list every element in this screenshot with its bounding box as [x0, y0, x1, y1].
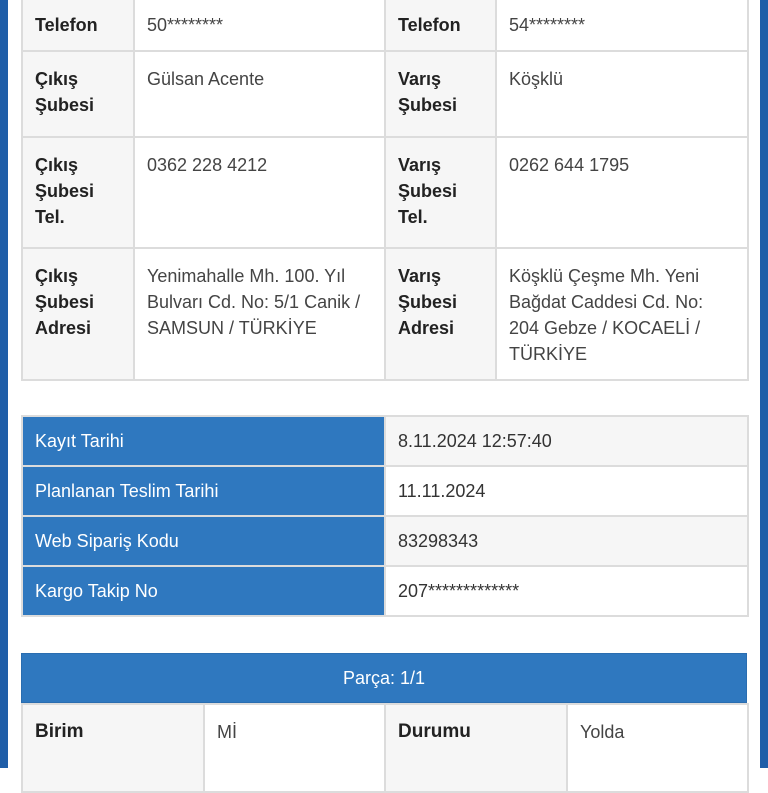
- table-row: [22, 466, 748, 516]
- destination-branch-address-label: Varış Şubesi Adresi: [385, 248, 496, 380]
- parts-header: Parça: 1/1: [21, 653, 747, 703]
- sender-phone-value: 50********: [134, 0, 385, 51]
- planned-delivery-date-value: 11.11.2024: [385, 466, 748, 516]
- shipment-summary-table: [21, 415, 749, 617]
- parts-status-table: [384, 703, 749, 793]
- receiver-phone-label: Telefon: [385, 0, 496, 51]
- unit-label: Birim: [22, 704, 204, 792]
- table-row: [22, 516, 748, 566]
- origin-branch-phone-value: 0362 228 4212: [134, 137, 385, 248]
- table-row: [385, 704, 748, 792]
- registration-date-label: Kayıt Tarihi: [22, 416, 385, 466]
- table-row: [22, 566, 748, 616]
- origin-branch-value: Gülsan Acente: [134, 51, 385, 137]
- frame-left-border: [0, 0, 8, 768]
- destination-branch-address-value: Köşklü Çeşme Mh. Yeni Bağdat Caddesi Cd. No: 204 Gebze / KOCAELİ / TÜRKİYE: [496, 248, 748, 380]
- origin-branch-phone-label: Çıkış Şubesi Tel.: [22, 137, 134, 248]
- destination-branch-phone-value: 0262 644 1795: [496, 137, 748, 248]
- unit-value: Mİ: [204, 704, 385, 792]
- sender-phone-label: Telefon: [22, 0, 134, 51]
- origin-branch-label: Çıkış Şubesi: [22, 51, 134, 137]
- table-row: [22, 51, 748, 137]
- destination-branch-value: Köşklü: [496, 51, 748, 137]
- tracking-number-label: Kargo Takip No: [22, 566, 385, 616]
- receiver-phone-value: 54********: [496, 0, 748, 51]
- origin-branch-address-value: Yenimahalle Mh. 100. Yıl Bulvarı Cd. No: 5/1 Canik / SAMSUN / TÜRKİYE: [134, 248, 385, 380]
- destination-branch-phone-label: Varış Şubesi Tel.: [385, 137, 496, 248]
- registration-date-value: 8.11.2024 12:57:40: [385, 416, 748, 466]
- table-row: [22, 137, 748, 248]
- web-order-code-value: 83298343: [385, 516, 748, 566]
- status-label: Durumu: [385, 704, 567, 792]
- origin-branch-address-label: Çıkış Şubesi Adresi: [22, 248, 134, 380]
- table-row: [22, 416, 748, 466]
- web-order-code-label: Web Sipariş Kodu: [22, 516, 385, 566]
- table-row: [22, 248, 748, 380]
- parts-unit-table: [21, 703, 386, 793]
- table-row: [22, 0, 748, 51]
- branch-info-table: [21, 0, 749, 381]
- table-row: [22, 704, 385, 792]
- destination-branch-label: Varış Şubesi: [385, 51, 496, 137]
- status-value: Yolda: [567, 704, 748, 792]
- planned-delivery-date-label: Planlanan Teslim Tarihi: [22, 466, 385, 516]
- frame-right-border: [760, 0, 768, 768]
- tracking-number-value: 207*************: [385, 566, 748, 616]
